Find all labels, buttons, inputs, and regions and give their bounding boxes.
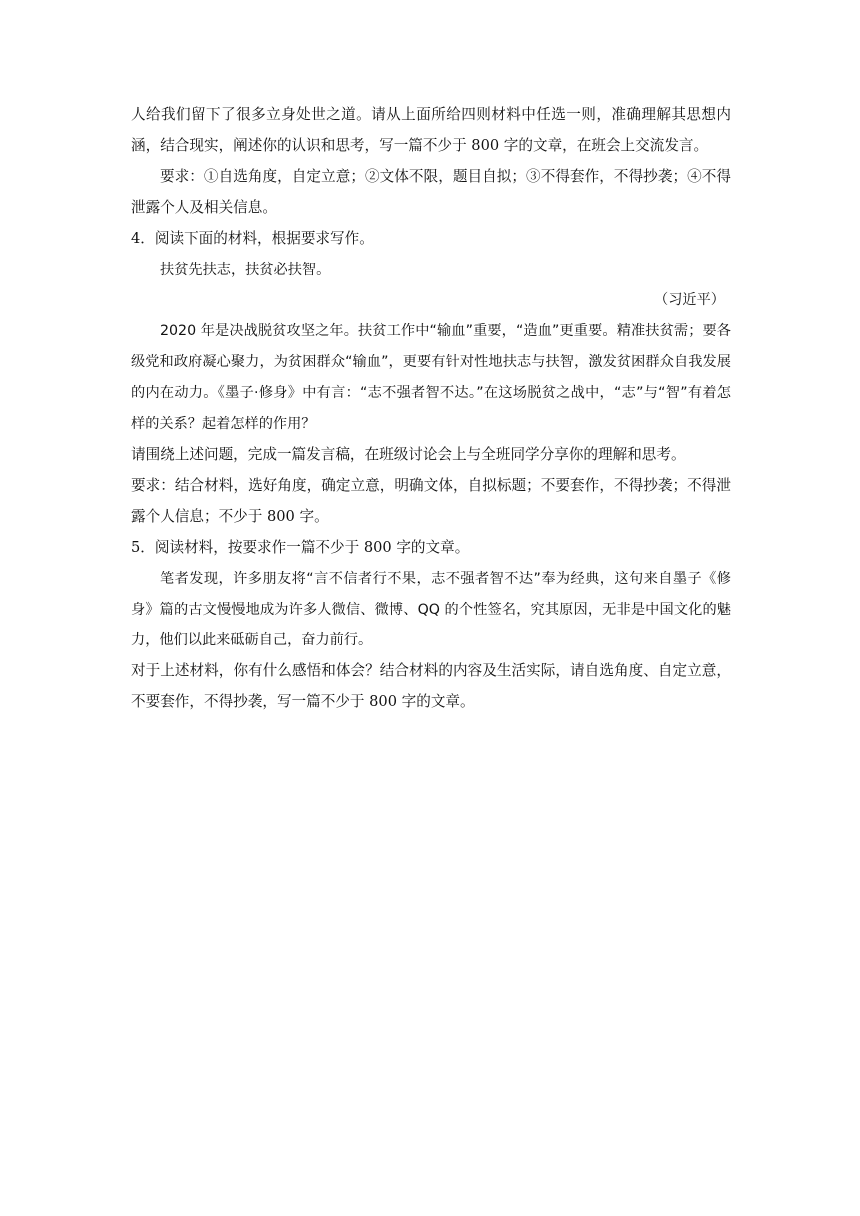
question-4-heading: 4．阅读下面的材料，根据要求写作。: [131, 229, 374, 247]
quote-line: 扶贫先扶志，扶贫必扶智。: [160, 261, 331, 278]
question-5-material: 笔者发现，许多朋友将“言不信者行不果，志不强者智不达”奉为经典，这句来自墨子《修身》篇的古文慢慢地成为许多人微信、微博、QQ 的个性签名，究其原因，无非是中国文化的魅力，他们以此来砥砺自己，奋力前行。: [131, 570, 731, 649]
paragraph-instruction-tail: 人给我们留下了很多立身处世之道。请从上面所给四则材料中任选一则，准确理解其思想内涵，结合现实，阐述你的认识和思考，写一篇不少于 800 字的文章，在班会上交流发言。: [131, 106, 731, 154]
quote-attribution: （习近平）: [654, 292, 725, 309]
question-5-heading: 5．阅读材料，按要求作一篇不少于 800 字的文章。: [131, 538, 470, 556]
paragraph-requirements-3: 要求：①自选角度，自定立意；②文体不限，题目自拟；③不得套作，不得抄袭；④不得泄露个人及相关信息。: [131, 167, 731, 216]
document-page: [131, 100, 731, 718]
question-4-task: 请围绕上述问题，完成一篇发言稿，在班级讨论会上与全班同学分享你的理解和思考。: [131, 445, 686, 463]
question-5-task: 对于上述材料，你有什么感悟和体会？结合材料的内容及生活实际，请自选角度、自定立意，不要套作，不得抄袭，写一篇不少于 800 字的文章。: [131, 662, 731, 711]
question-4-requirements: 要求：结合材料，选好角度，确定立意，明确文体，自拟标题；不要套作，不得抄袭；不得泄露个人信息；不少于 800 字。: [131, 476, 731, 525]
question-4-material: 2020 年是决战脱贫攻坚之年。扶贫工作中“输血”重要，“造血”更重要。精准扶贫需；要各级党和政府凝心聚力，为贫困群众“输血”，更要有针对性地扶志与扶智，激发贫困群众自我发展的内在动力。《墨子·修身》中有言：“志不强者智不达。”在这场脱贫之战中，“志”与“智”有着怎样的关系？起着怎样的作用？: [131, 323, 731, 433]
